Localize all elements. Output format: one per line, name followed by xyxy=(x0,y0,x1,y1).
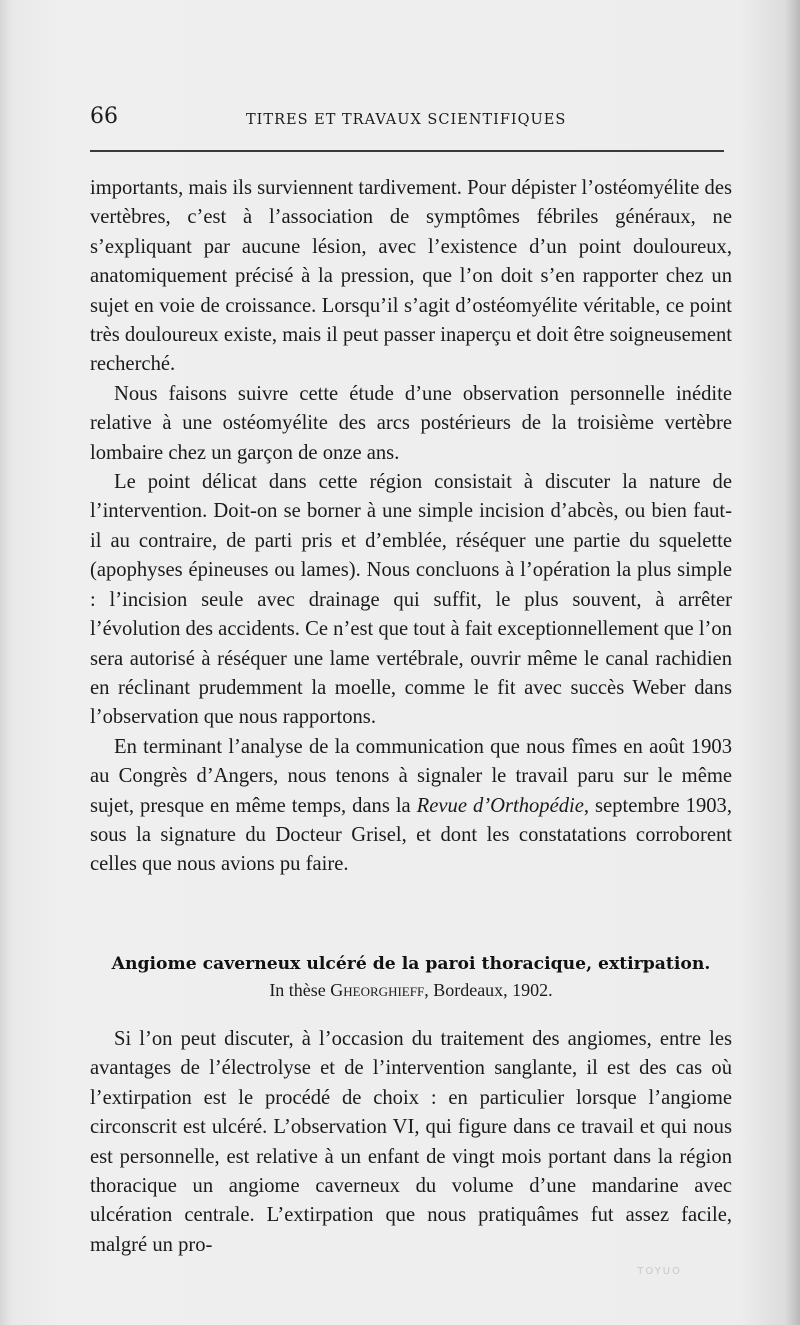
section-body xyxy=(90,1025,732,1260)
section-citation xyxy=(90,980,732,1001)
paragraph: importants, mais ils surviennent tardivement. Pour dépister l’ostéomyélite des vertèbres, c’est à l’association de symptômes fébriles généraux, ne s’expliquant par aucune lésion, avec l’existence d’un point douloureux, anatomiquement précisé à la pression, que l’on doit s’en rapporter chez un sujet en voie de croissance. Lorsqu’il s’agit d’ostéomyélite véritable, ce point très douloureux existe, mais il peut passer inaperçu et doit être soigneusement recherché. xyxy=(90,177,732,376)
journal-title: Revue d’Orthopédie xyxy=(416,794,584,817)
page-header xyxy=(90,104,730,140)
paragraph-text: En terminant l’analyse de la communication que nous fîmes en août 1903 au Congrès d’Angers, nous tenons à signaler le travail paru sur le même sujet, presque en même temps, dans la xyxy=(90,735,732,817)
bleed-through-mark: TOYUO xyxy=(637,1266,682,1277)
citation-author: Gheorghieff xyxy=(330,980,425,1000)
header-rule xyxy=(90,150,724,152)
citation-prefix: In thèse xyxy=(269,980,331,1000)
citation-suffix: , Bordeaux, 1902. xyxy=(424,980,553,1000)
running-title: TITRES ET TRAVAUX SCIENTIFIQUES xyxy=(246,112,567,128)
paragraph xyxy=(90,733,732,880)
paragraph: Le point délicat dans cette région consistait à discuter la nature de l’intervention. Doit-on se borner à une simple incision d’abcès, ou bien faut-il au contraire, de parti pris et d’emblée, réséquer une partie du squelette (apophyses épineuses ou lames). Nous concluons à l’opération la plus simple : l’incision seule avec drainage qui suffit, le plus souvent, à arrêter l’évolution des accidents. Ce n’est que tout à fait exceptionnellement que l’on sera autorisé à réséquer une lame vertébrale, ouvrir même le canal rachidien en réclinant prudemment la moelle, comme le fit avec succès Weber dans l’observation que nous rapportons. xyxy=(90,471,732,729)
paragraph-text: , septembre 1903, sous la signature du Docteur Grisel, et dont les constatations corroborent celles que nous avions pu faire. xyxy=(90,794,732,876)
section-heading: Angiome caverneux ulcéré de la paroi thoracique, extirpation. xyxy=(111,954,711,974)
paragraph: Nous faisons suivre cette étude d’une observation personnelle inédite relative à une ostéomyélite des arcs postérieurs de la troisième vertèbre lombaire chez un garçon de onze ans. xyxy=(90,382,732,464)
page-number: 66 xyxy=(90,104,118,129)
body-text xyxy=(90,174,732,880)
paragraph: Si l’on peut discuter, à l’occasion du traitement des angiomes, entre les avantages de l’électrolyse et de l’intervention sanglante, il est des cas où l’extirpation est le procédé de choix : en particulier lorsque l’angiome circonscrit est ulcéré. L’observation VI, qui figure dans ce travail et qui nous est personnelle, est relative à un enfant de vingt mois portant dans la région thoracique un angiome caverneux du volume d’une mandarine avec ulcération centrale. L’extirpation que nous pratiquâmes fut assez facile, malgré un pro- xyxy=(90,1028,732,1256)
